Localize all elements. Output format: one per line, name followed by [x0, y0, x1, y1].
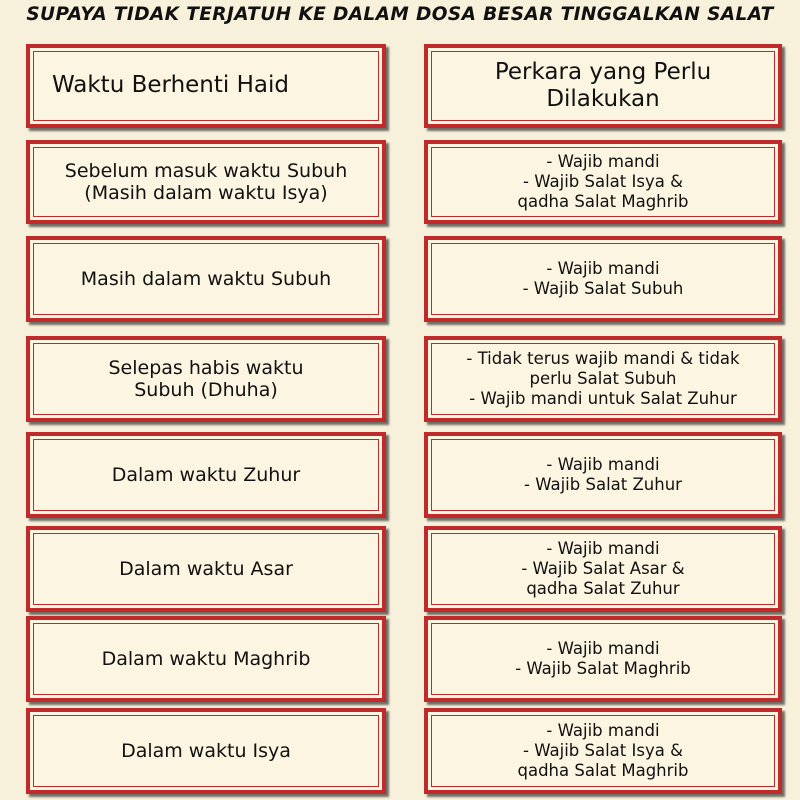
time-line: Dalam waktu Zuhur: [111, 463, 301, 486]
time-line: Sebelum masuk waktu Subuh: [64, 159, 348, 182]
action-line: - Wajib mandi: [546, 721, 660, 741]
action-text: [518, 721, 689, 780]
page-title: SUPAYA TIDAK TERJATUH KE DALAM DOSA BESAR TINGGALKAN SALAT: [26, 4, 774, 25]
time-text: [102, 648, 311, 670]
time-cell-5: [26, 526, 386, 612]
action-text: [524, 455, 682, 495]
action-line: - Wajib mandi: [546, 259, 660, 279]
time-cell-6: [26, 616, 386, 702]
time-line: Dalam waktu Asar: [119, 557, 293, 580]
action-cell-4: [424, 432, 782, 518]
header-right-line-1: Perkara yang Perlu: [494, 58, 712, 85]
header-right-line-2: Dilakukan: [546, 86, 660, 112]
time-text: [108, 357, 303, 402]
time-text: [121, 740, 291, 762]
action-line: - Wajib mandi: [546, 152, 660, 172]
action-line: qadha Salat Maghrib: [517, 760, 689, 780]
action-line: - Wajib mandi: [546, 639, 660, 659]
action-cell-5: [424, 526, 782, 612]
action-line: - Wajib mandi untuk Salat Zuhur: [469, 388, 737, 408]
action-text: [523, 259, 684, 299]
time-cell-1: [26, 140, 386, 224]
action-cell-3: [424, 336, 782, 422]
time-line: Dalam waktu Maghrib: [101, 647, 311, 670]
header-perkara-dilakukan: [424, 44, 782, 128]
time-text: [81, 268, 331, 290]
time-cell-2: [26, 236, 386, 322]
action-line: - Wajib mandi: [546, 539, 660, 559]
time-text: [119, 558, 293, 580]
action-line: - Wajib Salat Isya &: [523, 741, 683, 761]
action-text: [466, 349, 739, 408]
action-line: perlu Salat Subuh: [529, 369, 677, 389]
action-cell-7: [424, 708, 782, 794]
action-line: - Wajib Salat Subuh: [522, 279, 684, 298]
action-cell-1: [424, 140, 782, 224]
action-text: [521, 539, 684, 598]
action-line: - Tidak terus wajib mandi & tidak: [466, 349, 740, 369]
action-text: [515, 639, 691, 679]
header-right-label: [495, 59, 711, 113]
time-cell-3: [26, 336, 386, 422]
header-waktu-berhenti-haid: [26, 44, 386, 128]
time-line: Selepas habis waktu: [108, 356, 304, 379]
action-cell-6: [424, 616, 782, 702]
time-line: (Masih dalam waktu Isya): [84, 182, 328, 204]
time-cell-7: [26, 708, 386, 794]
time-text: [112, 464, 300, 486]
time-line: Dalam waktu Isya: [121, 739, 291, 762]
action-line: - Wajib mandi: [546, 455, 660, 475]
header-left-label: Waktu Berhenti Haid: [52, 72, 289, 99]
action-line: qadha Salat Maghrib: [517, 191, 689, 211]
action-cell-2: [424, 236, 782, 322]
action-text: [518, 152, 689, 211]
action-line: qadha Salat Zuhur: [526, 578, 680, 598]
action-line: - Wajib Salat Zuhur: [524, 475, 682, 494]
time-line: Subuh (Dhuha): [134, 379, 278, 401]
action-line: - Wajib Salat Asar &: [521, 559, 685, 579]
action-line: - Wajib Salat Isya &: [523, 172, 683, 192]
time-cell-4: [26, 432, 386, 518]
time-text: [65, 160, 347, 205]
time-line: Masih dalam waktu Subuh: [80, 267, 332, 290]
action-line: - Wajib Salat Maghrib: [515, 659, 691, 678]
